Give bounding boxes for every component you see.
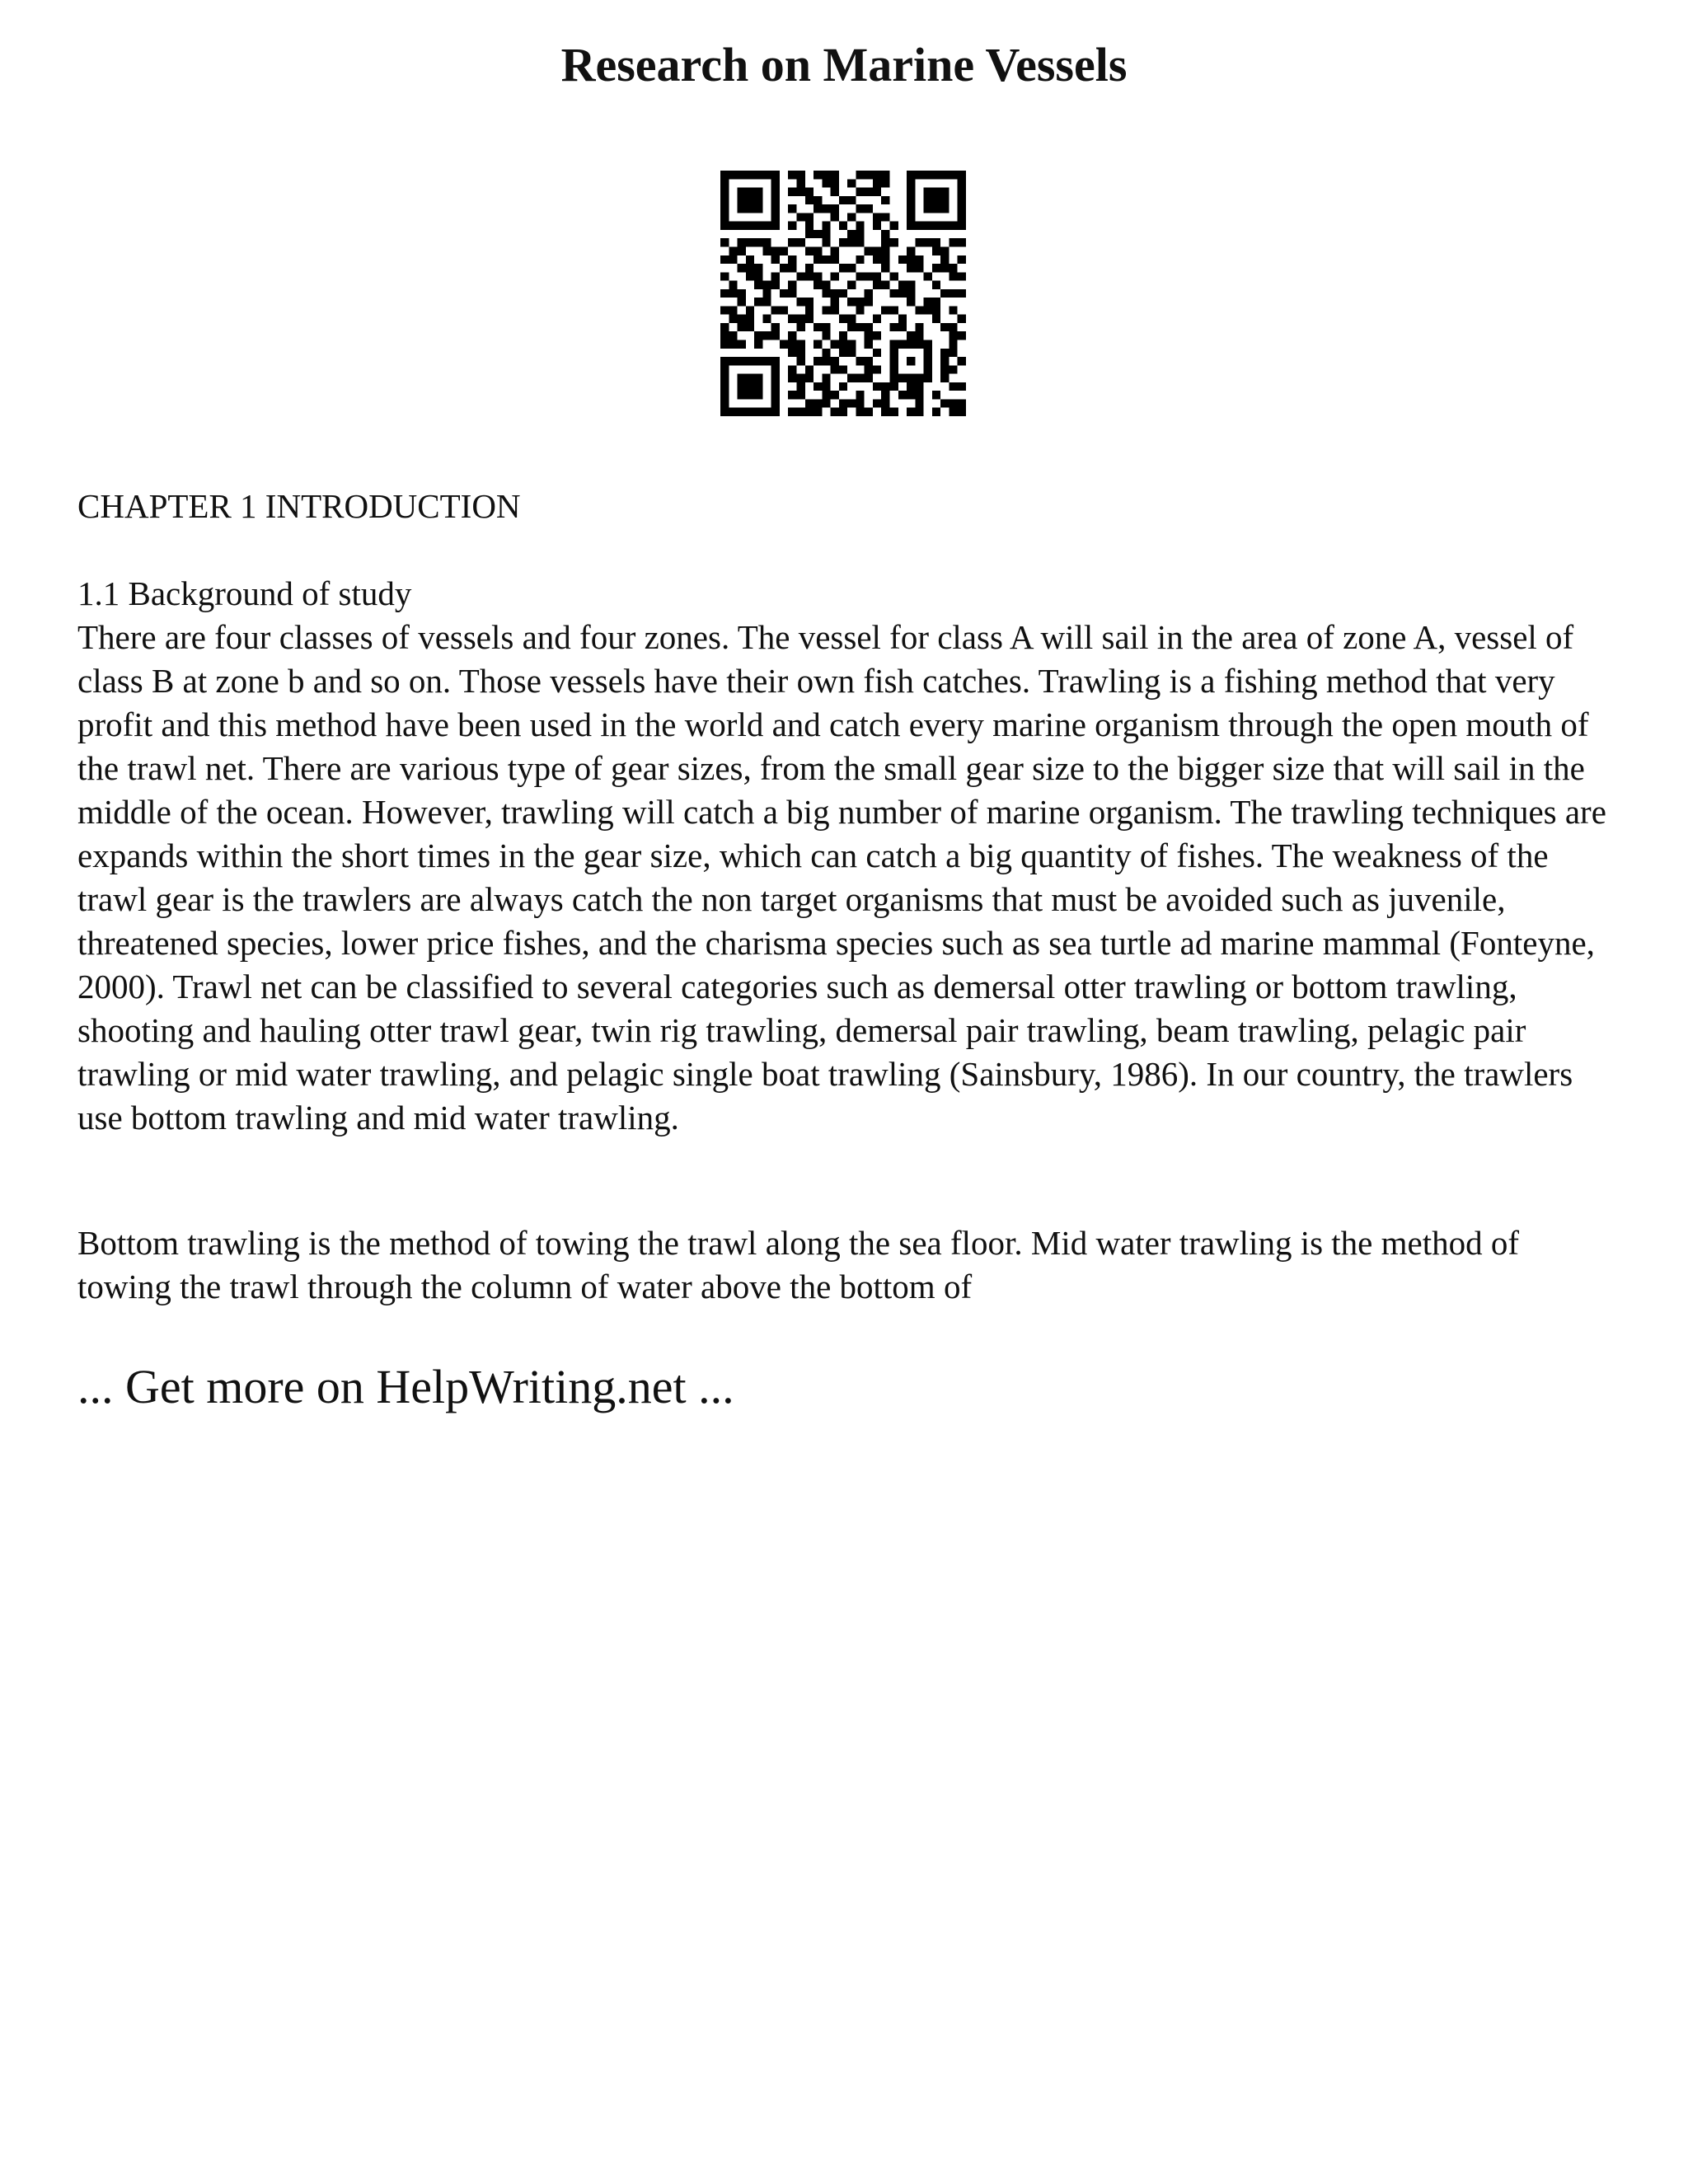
chapter-heading: CHAPTER 1 INTRODUCTION: [77, 487, 521, 525]
section-heading: 1.1 Background of study: [77, 574, 412, 612]
body-paragraph-1: There are four classes of vessels and four zones. The vessel for class A will sail in the area of zone A, vessel of class B at zone b and so on. Those vessels have their own fish catches. Trawling is a fishing method that very profit and this method have been used in the world and catch every marine organism through the open mouth of the trawl net. There are various type of gear sizes, from the small gear size to the bigger size that will sail in the middle of the ocean. However, trawling will catch a big number of marine organism. The trawling techniques are expands within the short times in the gear size, which can catch a big quantity of fishes. The weakness of the trawl gear is the trawlers are always catch the non target organisms that must be avoided such as juvenile, threatened species, lower price fishes, and the charisma species such as sea turtle ad marine mammal (Fonteyne, 2000). Trawl net can be classified to several categories such as demersal otter trawling or bottom trawling, shooting and hauling otter trawl gear, twin rig trawling, demersal pair trawling, beam trawling, pelagic pair trawling or mid water trawling, and pelagic single boat trawling (Sainsbury, 1986). In our country, the trawlers use bottom trawling and mid water trawling.: [77, 618, 1606, 1137]
get-more-link[interactable]: ... Get more on HelpWriting.net ...: [77, 1360, 734, 1413]
qr-code-icon: [720, 171, 966, 416]
document-title: Research on Marine Vessels: [560, 38, 1128, 91]
body-paragraph-2: Bottom trawling is the method of towing the trawl along the sea floor. Mid water trawling is the method of towing the trawl through the column of water above the bottom of: [77, 1224, 1520, 1305]
